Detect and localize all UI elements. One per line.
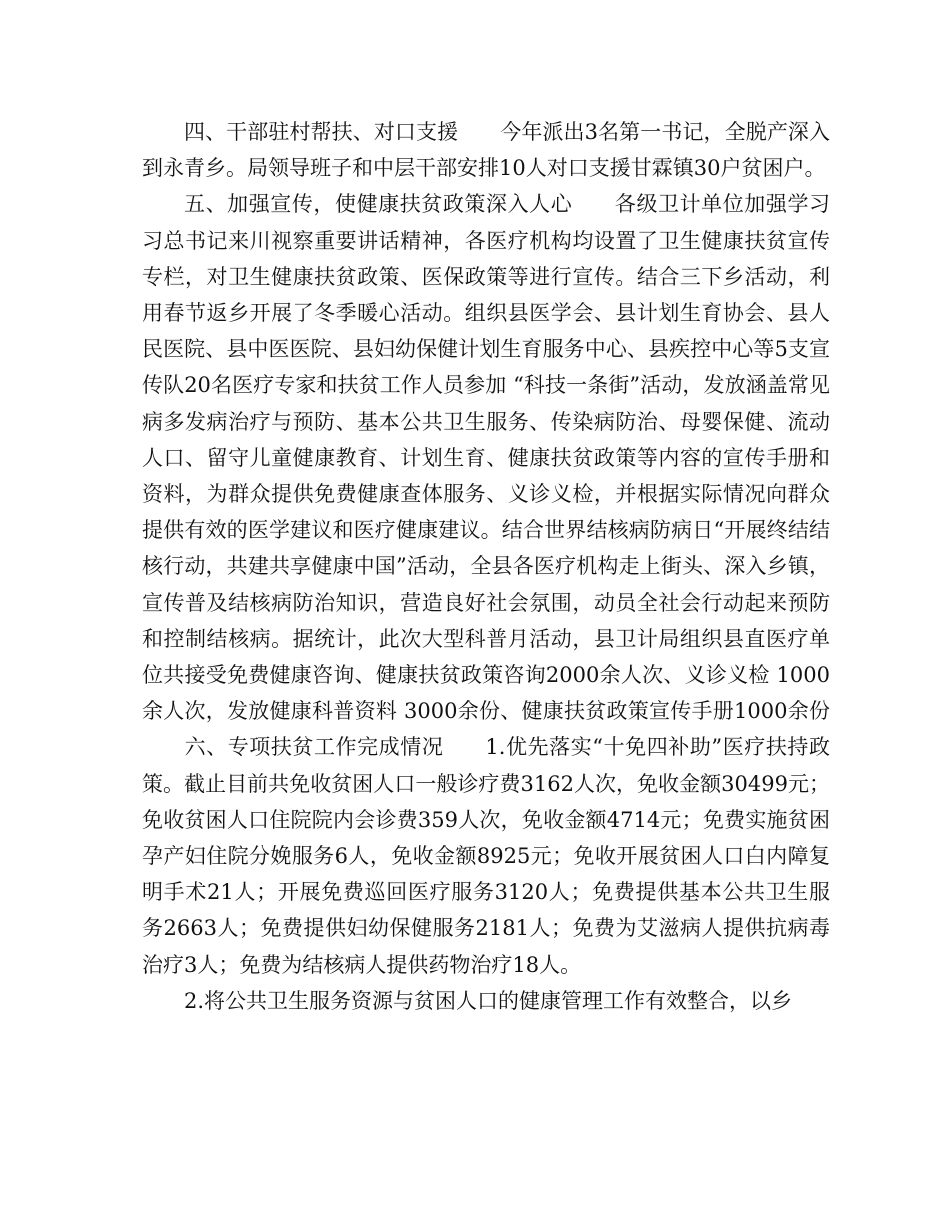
paragraph-text: 各级卫计单位加强学习习总书记来川视察重要讲话精神，各医疗机构均设置了卫生健康扶贫宣传专栏，对卫生健康扶贫政策、医保政策等进行宣传。结合三下乡活动，利用春节返乡开展了冬季暖心活动。组织县医学会、县计划生育协会、县人民医院、县中医医院、县妇幼保健计划生育服务中心、县疾控中心等5支宣传队20名医疗专家和扶贫工作人员参加 “科技一条街”活动，发放涵盖常见病多发病治疗与预防、基本公共卫生服务、传染病防治、母婴保健、流动人口、留守儿童健康教育、计划生育、健康扶贫政策等内容的宣传手册和资料，为群众提供免费健康查体服务、义诊义检，并根据实际情况向群众提供有效的医学建议和医疗健康建议。结合世界结核病防病日“开展终结结核行动，共建共享健康中国”活动，全县各医疗机构走上街头、深入乡镇，宣传普及结核病防治知识，营造良好社会氛围，动员全社会行动起来预防和控制结核病。据统计，此次大型科普月活动，县卫计局组织县直医疗单位共接受免费健康咨询、健康扶贫政策咨询2000余人次、义诊义检 1000余人次，发放健康科普资料 3000余份、健康扶贫政策宣传手册1000余份 <box>142 192 831 724</box>
section-heading-5: 五、加强宣传，使健康扶贫政策深入人心 <box>184 192 573 217</box>
paragraph-text: 1.优先落实“十免四补助”医疗扶持政策。截止目前共免收贫困人口一般诊疗费3162人次，免收金额30499元；免收贫困人口住院院内会诊费359人次，免收金额4714元；免费实施贫困孕产妇住院分娩服务6人，免收金额8925元；免收开展贫困人口白内障复明手术21人；开展免费巡回医疗服务3120人；免费提供基本公共卫生服务2663人；免费提供妇幼保健服务2181人；免费为艾滋病人提供抗病毒治疗3人；免费为结核病人提供药物治疗18人。 <box>142 735 830 977</box>
paragraph-cadre-assistance <box>142 114 830 186</box>
section-heading-4: 四、干部驻村帮扶、对口支援 <box>184 120 459 144</box>
document-body <box>142 114 830 1019</box>
paragraph-health-management <box>142 983 830 1019</box>
paragraph-text: 2.将公共卫生服务资源与贫困人口的健康管理工作有效整合，以乡 <box>184 988 793 1013</box>
section-heading-6: 六、专项扶贫工作完成情况 <box>184 735 444 760</box>
paragraph-text: 今年派出3名第一书记，全脱产深入到永青乡。局领导班子和中层干部安排10人对口支援甘霖镇30户贫困户。 <box>142 120 830 181</box>
paragraph-publicity <box>142 186 830 982</box>
